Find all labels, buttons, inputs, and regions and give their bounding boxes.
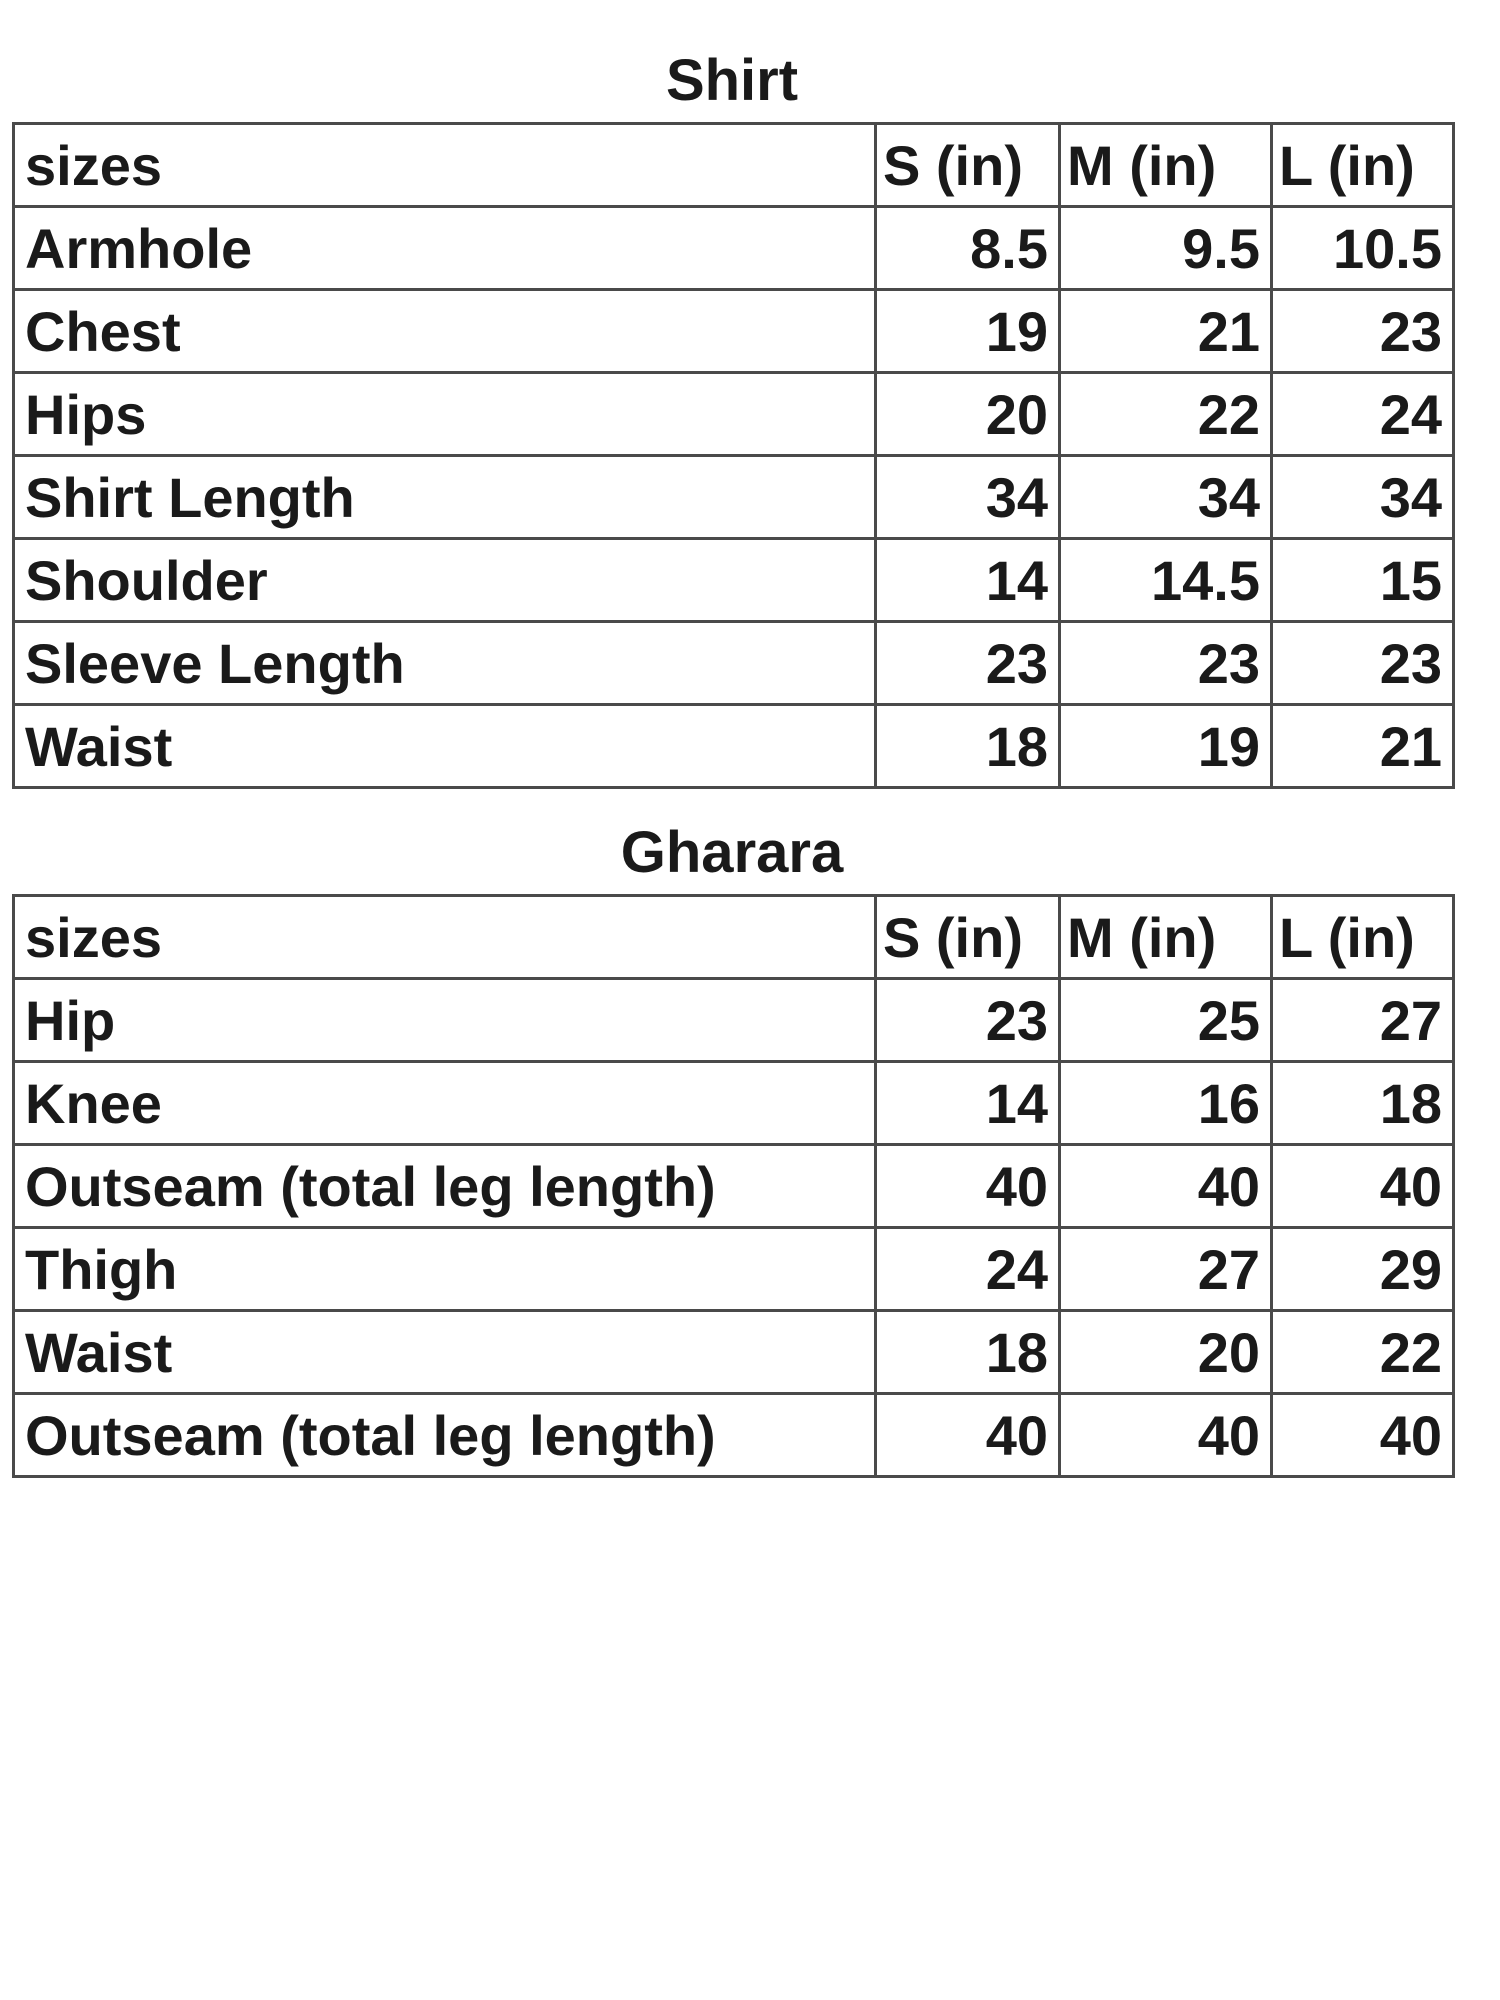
column-header-sizes: sizes	[14, 124, 876, 207]
table-row	[14, 1228, 1454, 1311]
size-l-value: 21	[1272, 705, 1454, 788]
gharara-title: Gharara	[620, 820, 844, 885]
size-l-value: 23	[1272, 622, 1454, 705]
size-m-value: 27	[1060, 1228, 1272, 1311]
size-l-value: 18	[1272, 1062, 1454, 1145]
size-m-value: 21	[1060, 290, 1272, 373]
table-row	[14, 373, 1454, 456]
table-row	[14, 1062, 1454, 1145]
size-l-value: 22	[1272, 1311, 1454, 1394]
shirt-table	[12, 122, 1455, 789]
row-label: Shirt Length	[14, 456, 876, 539]
row-label: Hip	[14, 979, 876, 1062]
size-m-value: 20	[1060, 1311, 1272, 1394]
shirt-title: Shirt	[665, 48, 799, 113]
size-m-value: 40	[1060, 1145, 1272, 1228]
size-m-value: 19	[1060, 705, 1272, 788]
table-header-row	[14, 124, 1454, 207]
size-s-value: 34	[876, 456, 1060, 539]
size-s-value: 40	[876, 1394, 1060, 1477]
table-row	[14, 539, 1454, 622]
size-s-value: 8.5	[876, 207, 1060, 290]
column-header-l: L (in)	[1272, 896, 1454, 979]
row-label: Armhole	[14, 207, 876, 290]
size-m-value: 25	[1060, 979, 1272, 1062]
row-label: Knee	[14, 1062, 876, 1145]
shirt-size-chart	[12, 40, 1452, 789]
size-s-value: 23	[876, 622, 1060, 705]
size-l-value: 15	[1272, 539, 1454, 622]
table-row	[14, 1145, 1454, 1228]
gharara-size-chart	[12, 812, 1452, 1478]
size-l-value: 34	[1272, 456, 1454, 539]
column-header-sizes: sizes	[14, 896, 876, 979]
table-row	[14, 1311, 1454, 1394]
size-s-value: 40	[876, 1145, 1060, 1228]
size-l-value: 27	[1272, 979, 1454, 1062]
table-row	[14, 290, 1454, 373]
size-m-value: 40	[1060, 1394, 1272, 1477]
size-s-value: 18	[876, 705, 1060, 788]
size-s-value: 14	[876, 539, 1060, 622]
size-m-value: 23	[1060, 622, 1272, 705]
size-m-value: 14.5	[1060, 539, 1272, 622]
column-header-m: M (in)	[1060, 896, 1272, 979]
size-l-value: 10.5	[1272, 207, 1454, 290]
column-header-m: M (in)	[1060, 124, 1272, 207]
row-label: Sleeve Length	[14, 622, 876, 705]
table-header-row	[14, 896, 1454, 979]
size-m-value: 22	[1060, 373, 1272, 456]
size-l-value: 40	[1272, 1394, 1454, 1477]
size-m-value: 16	[1060, 1062, 1272, 1145]
size-l-value: 29	[1272, 1228, 1454, 1311]
table-row	[14, 207, 1454, 290]
table-row	[14, 979, 1454, 1062]
size-l-value: 23	[1272, 290, 1454, 373]
row-label: Shoulder	[14, 539, 876, 622]
size-m-value: 34	[1060, 456, 1272, 539]
size-s-value: 18	[876, 1311, 1060, 1394]
column-header-l: L (in)	[1272, 124, 1454, 207]
size-s-value: 20	[876, 373, 1060, 456]
size-m-value: 9.5	[1060, 207, 1272, 290]
table-row	[14, 1394, 1454, 1477]
column-header-s: S (in)	[876, 124, 1060, 207]
row-label: Waist	[14, 1311, 876, 1394]
row-label: Hips	[14, 373, 876, 456]
size-s-value: 23	[876, 979, 1060, 1062]
gharara-table	[12, 894, 1455, 1478]
row-label: Thigh	[14, 1228, 876, 1311]
table-row	[14, 705, 1454, 788]
table-row	[14, 622, 1454, 705]
row-label: Chest	[14, 290, 876, 373]
size-l-value: 24	[1272, 373, 1454, 456]
table-row	[14, 456, 1454, 539]
row-label: Outseam (total leg length)	[14, 1145, 876, 1228]
row-label: Waist	[14, 705, 876, 788]
size-s-value: 24	[876, 1228, 1060, 1311]
size-l-value: 40	[1272, 1145, 1454, 1228]
size-s-value: 14	[876, 1062, 1060, 1145]
size-s-value: 19	[876, 290, 1060, 373]
column-header-s: S (in)	[876, 896, 1060, 979]
row-label: Outseam (total leg length)	[14, 1394, 876, 1477]
